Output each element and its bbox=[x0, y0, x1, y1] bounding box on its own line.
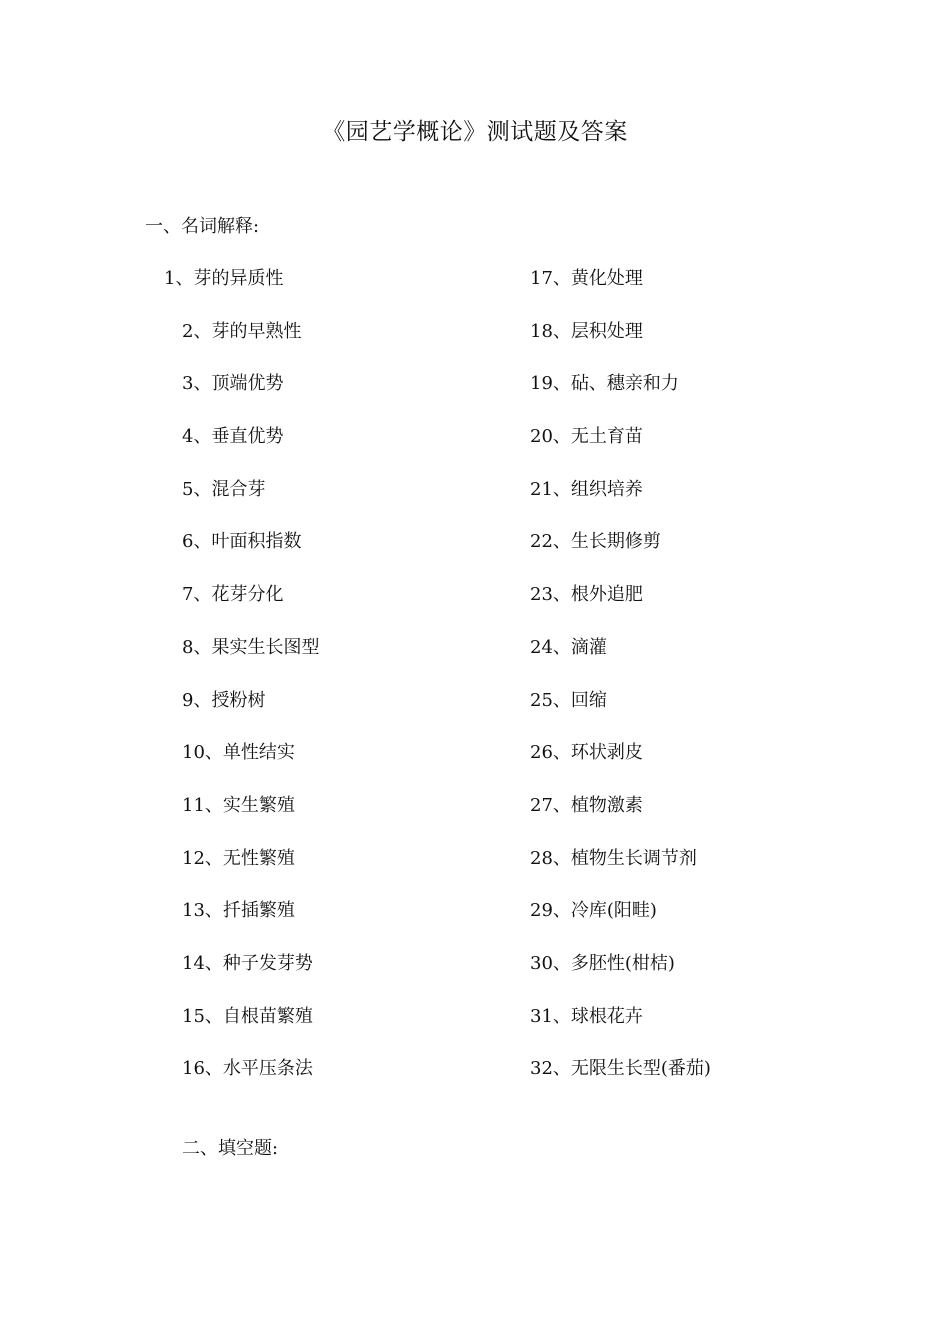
term-item: 1、芽的异质性 bbox=[164, 268, 284, 289]
term-item: 29、冷库(阳畦) bbox=[530, 900, 657, 922]
section-heading-fill-blank: 二、填空题: bbox=[182, 1138, 279, 1159]
term-list-left bbox=[164, 266, 320, 1109]
term-item: 32、无限生长型(番茄) bbox=[530, 1058, 711, 1080]
term-item: 28、植物生长调节剂 bbox=[530, 847, 697, 869]
section-heading-terms: 一、名词解释: bbox=[145, 216, 260, 237]
term-item: 11、实生繁殖 bbox=[182, 794, 295, 816]
term-item: 3、顶端优势 bbox=[182, 373, 284, 395]
term-item: 5、混合芽 bbox=[182, 478, 266, 500]
term-item: 17、黄化处理 bbox=[530, 268, 643, 289]
term-item: 19、砧、穗亲和力 bbox=[530, 373, 679, 395]
term-item: 25、回缩 bbox=[530, 689, 607, 711]
term-item: 30、多胚性(柑桔) bbox=[530, 952, 675, 974]
page-title: 《园艺学概论》测试题及答案 bbox=[322, 119, 628, 145]
term-item: 23、根外追肥 bbox=[530, 584, 643, 606]
term-item: 13、扦插繁殖 bbox=[182, 900, 295, 922]
term-item: 15、自根苗繁殖 bbox=[182, 1005, 313, 1027]
term-item: 24、滴灌 bbox=[530, 636, 607, 658]
term-item: 20、无土育苗 bbox=[530, 426, 643, 448]
term-item: 7、花芽分化 bbox=[182, 584, 284, 606]
term-item: 16、水平压条法 bbox=[182, 1058, 313, 1080]
term-item: 14、种子发芽势 bbox=[182, 952, 313, 974]
term-item: 8、果实生长图型 bbox=[182, 636, 320, 658]
term-item: 27、植物激素 bbox=[530, 794, 643, 816]
term-item: 6、叶面积指数 bbox=[182, 531, 302, 553]
term-item: 4、垂直优势 bbox=[182, 426, 284, 448]
term-item: 12、无性繁殖 bbox=[182, 847, 295, 869]
term-item: 18、层积处理 bbox=[530, 320, 643, 342]
term-item: 31、球根花卉 bbox=[530, 1005, 643, 1027]
term-item: 22、生长期修剪 bbox=[530, 531, 661, 553]
term-item: 26、环状剥皮 bbox=[530, 742, 643, 764]
term-item: 2、芽的早熟性 bbox=[182, 320, 302, 342]
term-item: 10、单性结实 bbox=[182, 742, 295, 764]
term-item: 9、授粉树 bbox=[182, 689, 266, 711]
term-item: 21、组织培养 bbox=[530, 478, 643, 500]
term-list-right bbox=[530, 266, 711, 1109]
